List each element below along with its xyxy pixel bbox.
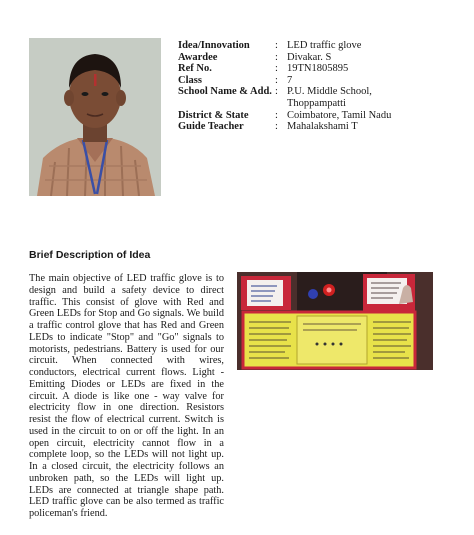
colon-separator: : bbox=[275, 86, 278, 98]
school-label: School Name & Add. bbox=[178, 86, 272, 98]
idea-value: LED traffic glove bbox=[287, 40, 362, 51]
colon-separator: : bbox=[275, 121, 278, 133]
colon-separator: : bbox=[275, 51, 278, 63]
student-photo bbox=[29, 38, 161, 196]
school-value bbox=[287, 86, 468, 109]
colon-separator: : bbox=[275, 74, 278, 86]
class-value: 7 bbox=[287, 74, 293, 86]
profile-row-school bbox=[178, 86, 468, 109]
description-body: The main objective of LED traffic glove is to design and build a safety device to direct traffic. This consist of glove with Red and Green LEDs for Stop and Go signals. We build a traffic control glove that has Red and Green LEDs to indicate "Stop" and "Go" signals to motorists, pedestrians. Battery is used for our circuit. When connected with wires, conductors, electrical current flows. Light - Emitting Diodes or LEDs are fixed in the circuit. A diode is like one - way valve for electricity flow in one direction. Resistors resist the flow of electrical current. Switch is used in the circuit to on or off the light. In an open circuit, electricity cannot flow in a complete loop, so the LEDs will not light up. In a closed circuit, the electricity follows an unbroken path, so the LEDs will light up. LEDs are connected at triangle shape path. LED traffic glove can be also termed as traffic policeman's friend. bbox=[29, 273, 224, 519]
ref-no-value: 19TN1805895 bbox=[287, 63, 349, 75]
profile-row-idea bbox=[178, 40, 468, 52]
school-address-line1: P.U. Middle School, bbox=[287, 86, 372, 98]
district-label: District & State bbox=[178, 109, 249, 121]
profile-row-ref-no bbox=[178, 63, 468, 75]
project-photo bbox=[237, 272, 433, 370]
district-value: Coimbatore, Tamil Nadu bbox=[287, 109, 392, 121]
student-portrait-image bbox=[29, 38, 161, 196]
awardee-label: Awardee bbox=[178, 51, 218, 63]
profile-info-table bbox=[178, 40, 468, 133]
ref-no-label: Ref No. bbox=[178, 63, 212, 75]
profile-row-guide bbox=[178, 121, 468, 133]
idea-label: Idea/Innovation bbox=[178, 40, 250, 51]
guide-teacher-label: Guide Teacher bbox=[178, 121, 244, 133]
awardee-value: Divakar. S bbox=[287, 51, 332, 63]
profile-row-awardee bbox=[178, 52, 468, 64]
section-heading: Brief Description of Idea bbox=[29, 249, 151, 261]
colon-separator: : bbox=[275, 40, 278, 51]
guide-teacher-value: Mahalakshami T bbox=[287, 121, 358, 133]
colon-separator: : bbox=[275, 63, 278, 75]
class-label: Class bbox=[178, 74, 202, 86]
profile-row-class bbox=[178, 75, 468, 87]
colon-separator: : bbox=[275, 109, 278, 121]
school-address-line2: Thoppampatti bbox=[287, 97, 346, 109]
project-display-image bbox=[237, 272, 433, 370]
profile-row-district bbox=[178, 110, 468, 122]
